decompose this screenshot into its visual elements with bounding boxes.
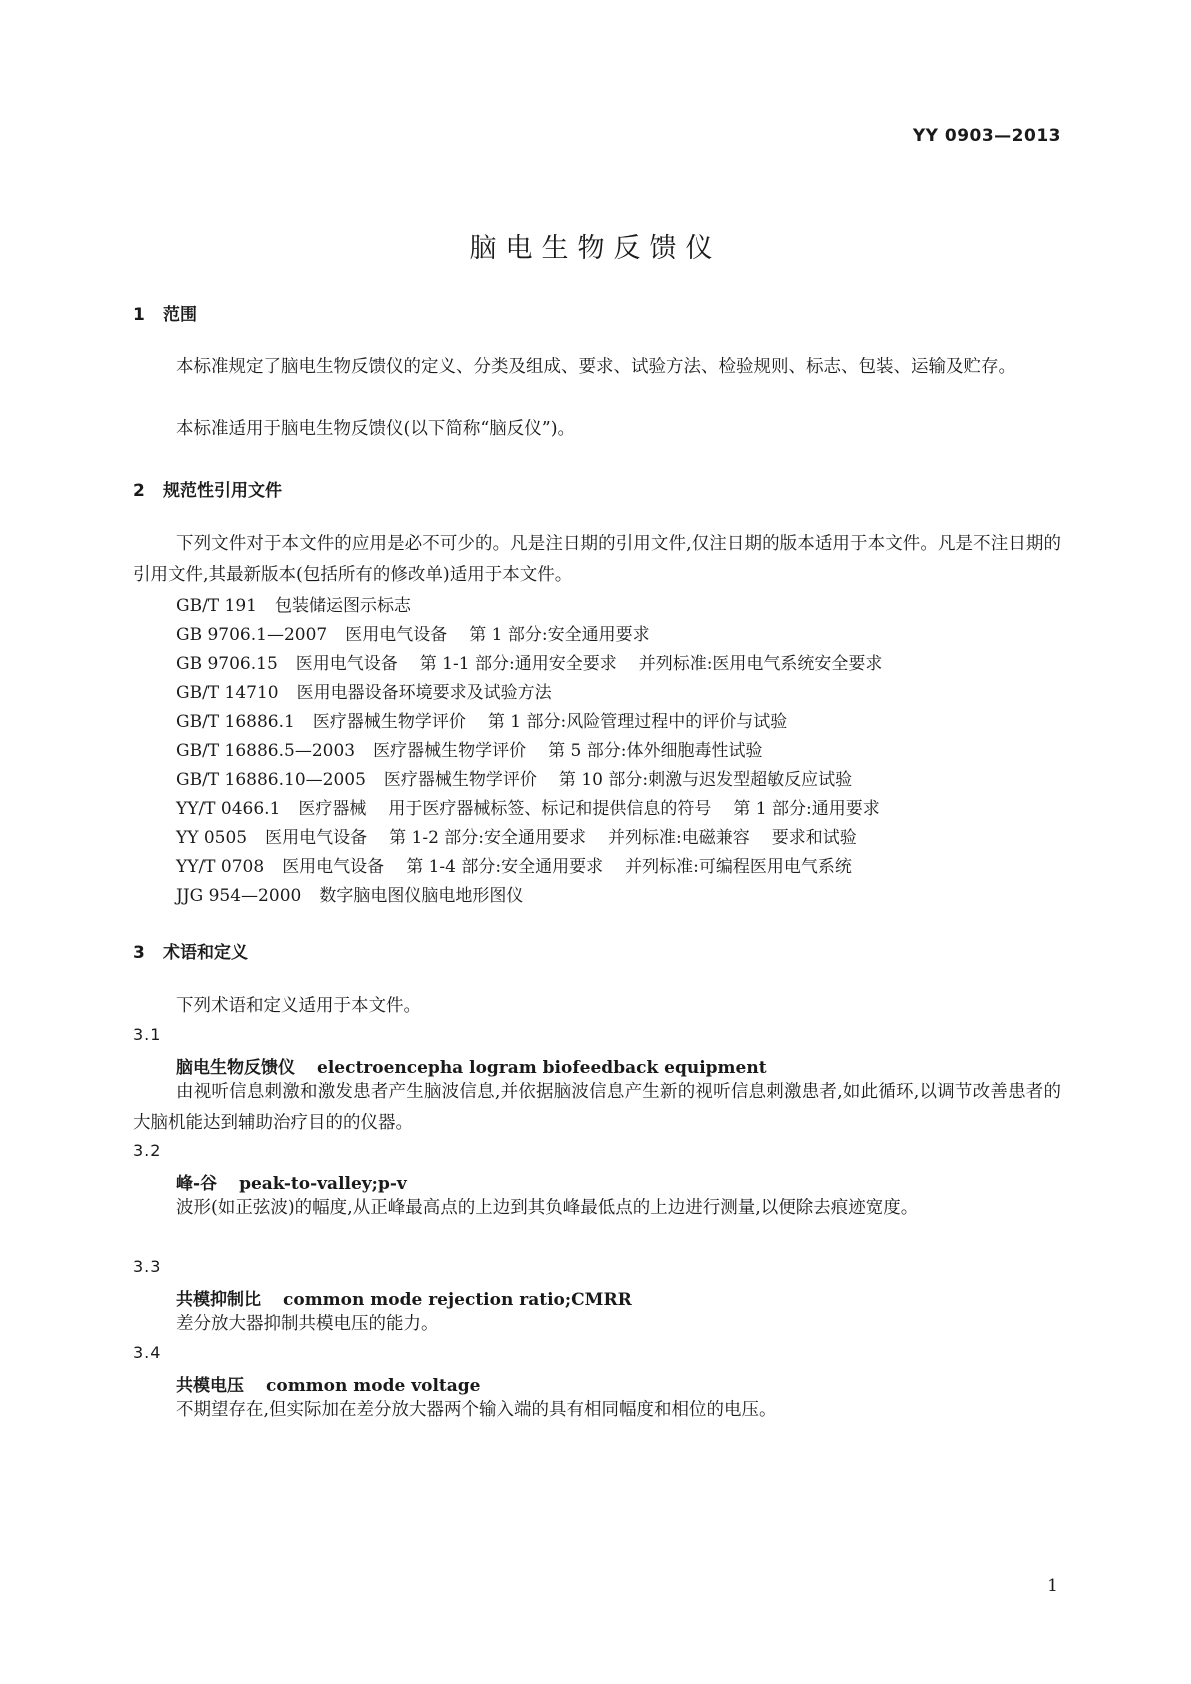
section-title: 范围 xyxy=(163,305,197,325)
term-definition: 波形(如正弦波)的幅度,从正峰最高点的上边到其负峰最低点的上边进行测量,以便除去痕迹宽度。 xyxy=(176,1198,919,1218)
term-number: 3.4 xyxy=(133,1343,162,1362)
reference-title: 医用电气设备 xyxy=(282,857,385,877)
section-1-heading xyxy=(133,300,197,325)
term-zh: 脑电生物反馈仪 xyxy=(176,1058,295,1078)
section-number: 1 xyxy=(133,305,145,325)
reference-item xyxy=(176,794,880,819)
reference-item xyxy=(176,620,650,645)
reference-code: GB/T 16886.1 xyxy=(176,712,295,732)
reference-item xyxy=(176,736,762,761)
term-definition: 不期望存在,但实际加在差分放大器两个输入端的具有相同幅度和相位的电压。 xyxy=(176,1400,777,1420)
section-3-intro: 下列术语和定义适用于本文件。 xyxy=(176,996,421,1016)
term-en: common mode voltage xyxy=(266,1376,481,1396)
reference-code: GB/T 191 xyxy=(176,596,257,616)
reference-code: JJG 954—2000 xyxy=(176,886,302,906)
reference-part: 第 1 部分:风险管理过程中的评价与试验 xyxy=(487,712,788,732)
standard-number: YY 0903—2013 xyxy=(912,126,1061,146)
term-number: 3.2 xyxy=(133,1141,162,1160)
section-1-paragraph-1: 本标准规定了脑电生物反馈仪的定义、分类及组成、要求、试验方法、检验规则、标志、包装、运输及贮存。 xyxy=(176,357,1016,377)
reference-item xyxy=(176,591,411,616)
reference-item xyxy=(176,707,787,732)
term-heading xyxy=(176,1285,632,1310)
term-heading xyxy=(176,1371,480,1396)
section-title: 术语和定义 xyxy=(163,943,248,963)
reference-extra: 并列标准:医用电气系统安全要求 xyxy=(638,654,883,674)
term-heading xyxy=(176,1053,767,1078)
section-2-intro: 下列文件对于本文件的应用是必不可少的。凡是注日期的引用文件,仅注日期的版本适用于本文件。凡是不注日期的引用文件,其最新版本(包括所有的修改单)适用于本文件。 xyxy=(133,534,1061,585)
reference-item xyxy=(176,765,852,790)
reference-part: 第 1-4 部分:安全通用要求 xyxy=(406,857,604,877)
reference-title: 医疗器械生物学评价 xyxy=(383,770,537,790)
reference-code: GB 9706.1—2007 xyxy=(176,625,328,645)
reference-code: GB 9706.15 xyxy=(176,654,278,674)
section-3-heading xyxy=(133,938,248,963)
reference-extra: 并列标准:电磁兼容 xyxy=(608,828,750,848)
reference-title: 医疗器械 xyxy=(298,799,367,819)
reference-part: 第 1 部分:安全通用要求 xyxy=(469,625,650,645)
reference-item xyxy=(176,881,523,906)
section-2-heading xyxy=(133,476,282,501)
reference-code: GB/T 14710 xyxy=(176,683,279,703)
term-zh: 峰-谷 xyxy=(176,1174,218,1194)
reference-code: GB/T 16886.5—2003 xyxy=(176,741,356,761)
reference-part: 第 1-1 部分:通用安全要求 xyxy=(419,654,617,674)
reference-title: 医疗器械生物学评价 xyxy=(312,712,466,732)
reference-part: 用于医疗器械标签、标记和提供信息的符号 xyxy=(388,799,712,819)
reference-title: 医疗器械生物学评价 xyxy=(373,741,527,761)
page-number: 1 xyxy=(1047,1576,1058,1596)
reference-title: 医用电气设备 xyxy=(345,625,448,645)
document-title: 脑电生物反馈仪 xyxy=(469,233,722,264)
reference-code: GB/T 16886.10—2005 xyxy=(176,770,366,790)
term-definition: 差分放大器抑制共模电压的能力。 xyxy=(176,1314,439,1334)
reference-title: 包装储运图示标志 xyxy=(275,596,411,616)
term-en: electroencepha logram biofeedback equipment xyxy=(317,1058,767,1078)
section-number: 2 xyxy=(133,481,145,501)
reference-part: 第 5 部分:体外细胞毒性试验 xyxy=(548,741,763,761)
reference-part: 第 1-2 部分:安全通用要求 xyxy=(389,828,587,848)
reference-code: YY/T 0466.1 xyxy=(176,799,281,819)
term-number: 3.1 xyxy=(133,1025,162,1044)
reference-item xyxy=(176,649,882,674)
reference-title: 数字脑电图仪脑电地形图仪 xyxy=(319,886,524,906)
term-en: peak-to-valley;p-v xyxy=(239,1174,407,1194)
reference-title: 医用电气设备 xyxy=(295,654,398,674)
section-title: 规范性引用文件 xyxy=(163,481,282,501)
reference-extra-2: 要求和试验 xyxy=(771,828,857,848)
reference-extra: 并列标准:可编程医用电气系统 xyxy=(625,857,852,877)
reference-code: YY/T 0708 xyxy=(176,857,265,877)
reference-item xyxy=(176,678,552,703)
reference-item xyxy=(176,852,852,877)
reference-code: YY 0505 xyxy=(176,828,248,848)
term-zh: 共模抑制比 xyxy=(176,1290,261,1310)
term-number: 3.3 xyxy=(133,1257,162,1276)
reference-title: 医用电器设备环境要求及试验方法 xyxy=(296,683,552,703)
term-definition: 由视听信息刺激和激发患者产生脑波信息,并依据脑波信息产生新的视听信息刺激患者,如此循环,以调节改善患者的大脑机能达到辅助治疗目的的仪器。 xyxy=(133,1082,1061,1133)
section-1-paragraph-2: 本标准适用于脑电生物反馈仪(以下简称“脑反仪”)。 xyxy=(176,419,576,439)
term-en: common mode rejection ratio;CMRR xyxy=(283,1290,632,1310)
reference-item xyxy=(176,823,857,848)
section-number: 3 xyxy=(133,943,145,963)
term-heading xyxy=(176,1169,407,1194)
term-zh: 共模电压 xyxy=(176,1376,244,1396)
reference-part: 第 10 部分:刺激与迟发型超敏反应试验 xyxy=(558,770,853,790)
reference-extra: 第 1 部分:通用要求 xyxy=(733,799,880,819)
reference-title: 医用电气设备 xyxy=(265,828,368,848)
